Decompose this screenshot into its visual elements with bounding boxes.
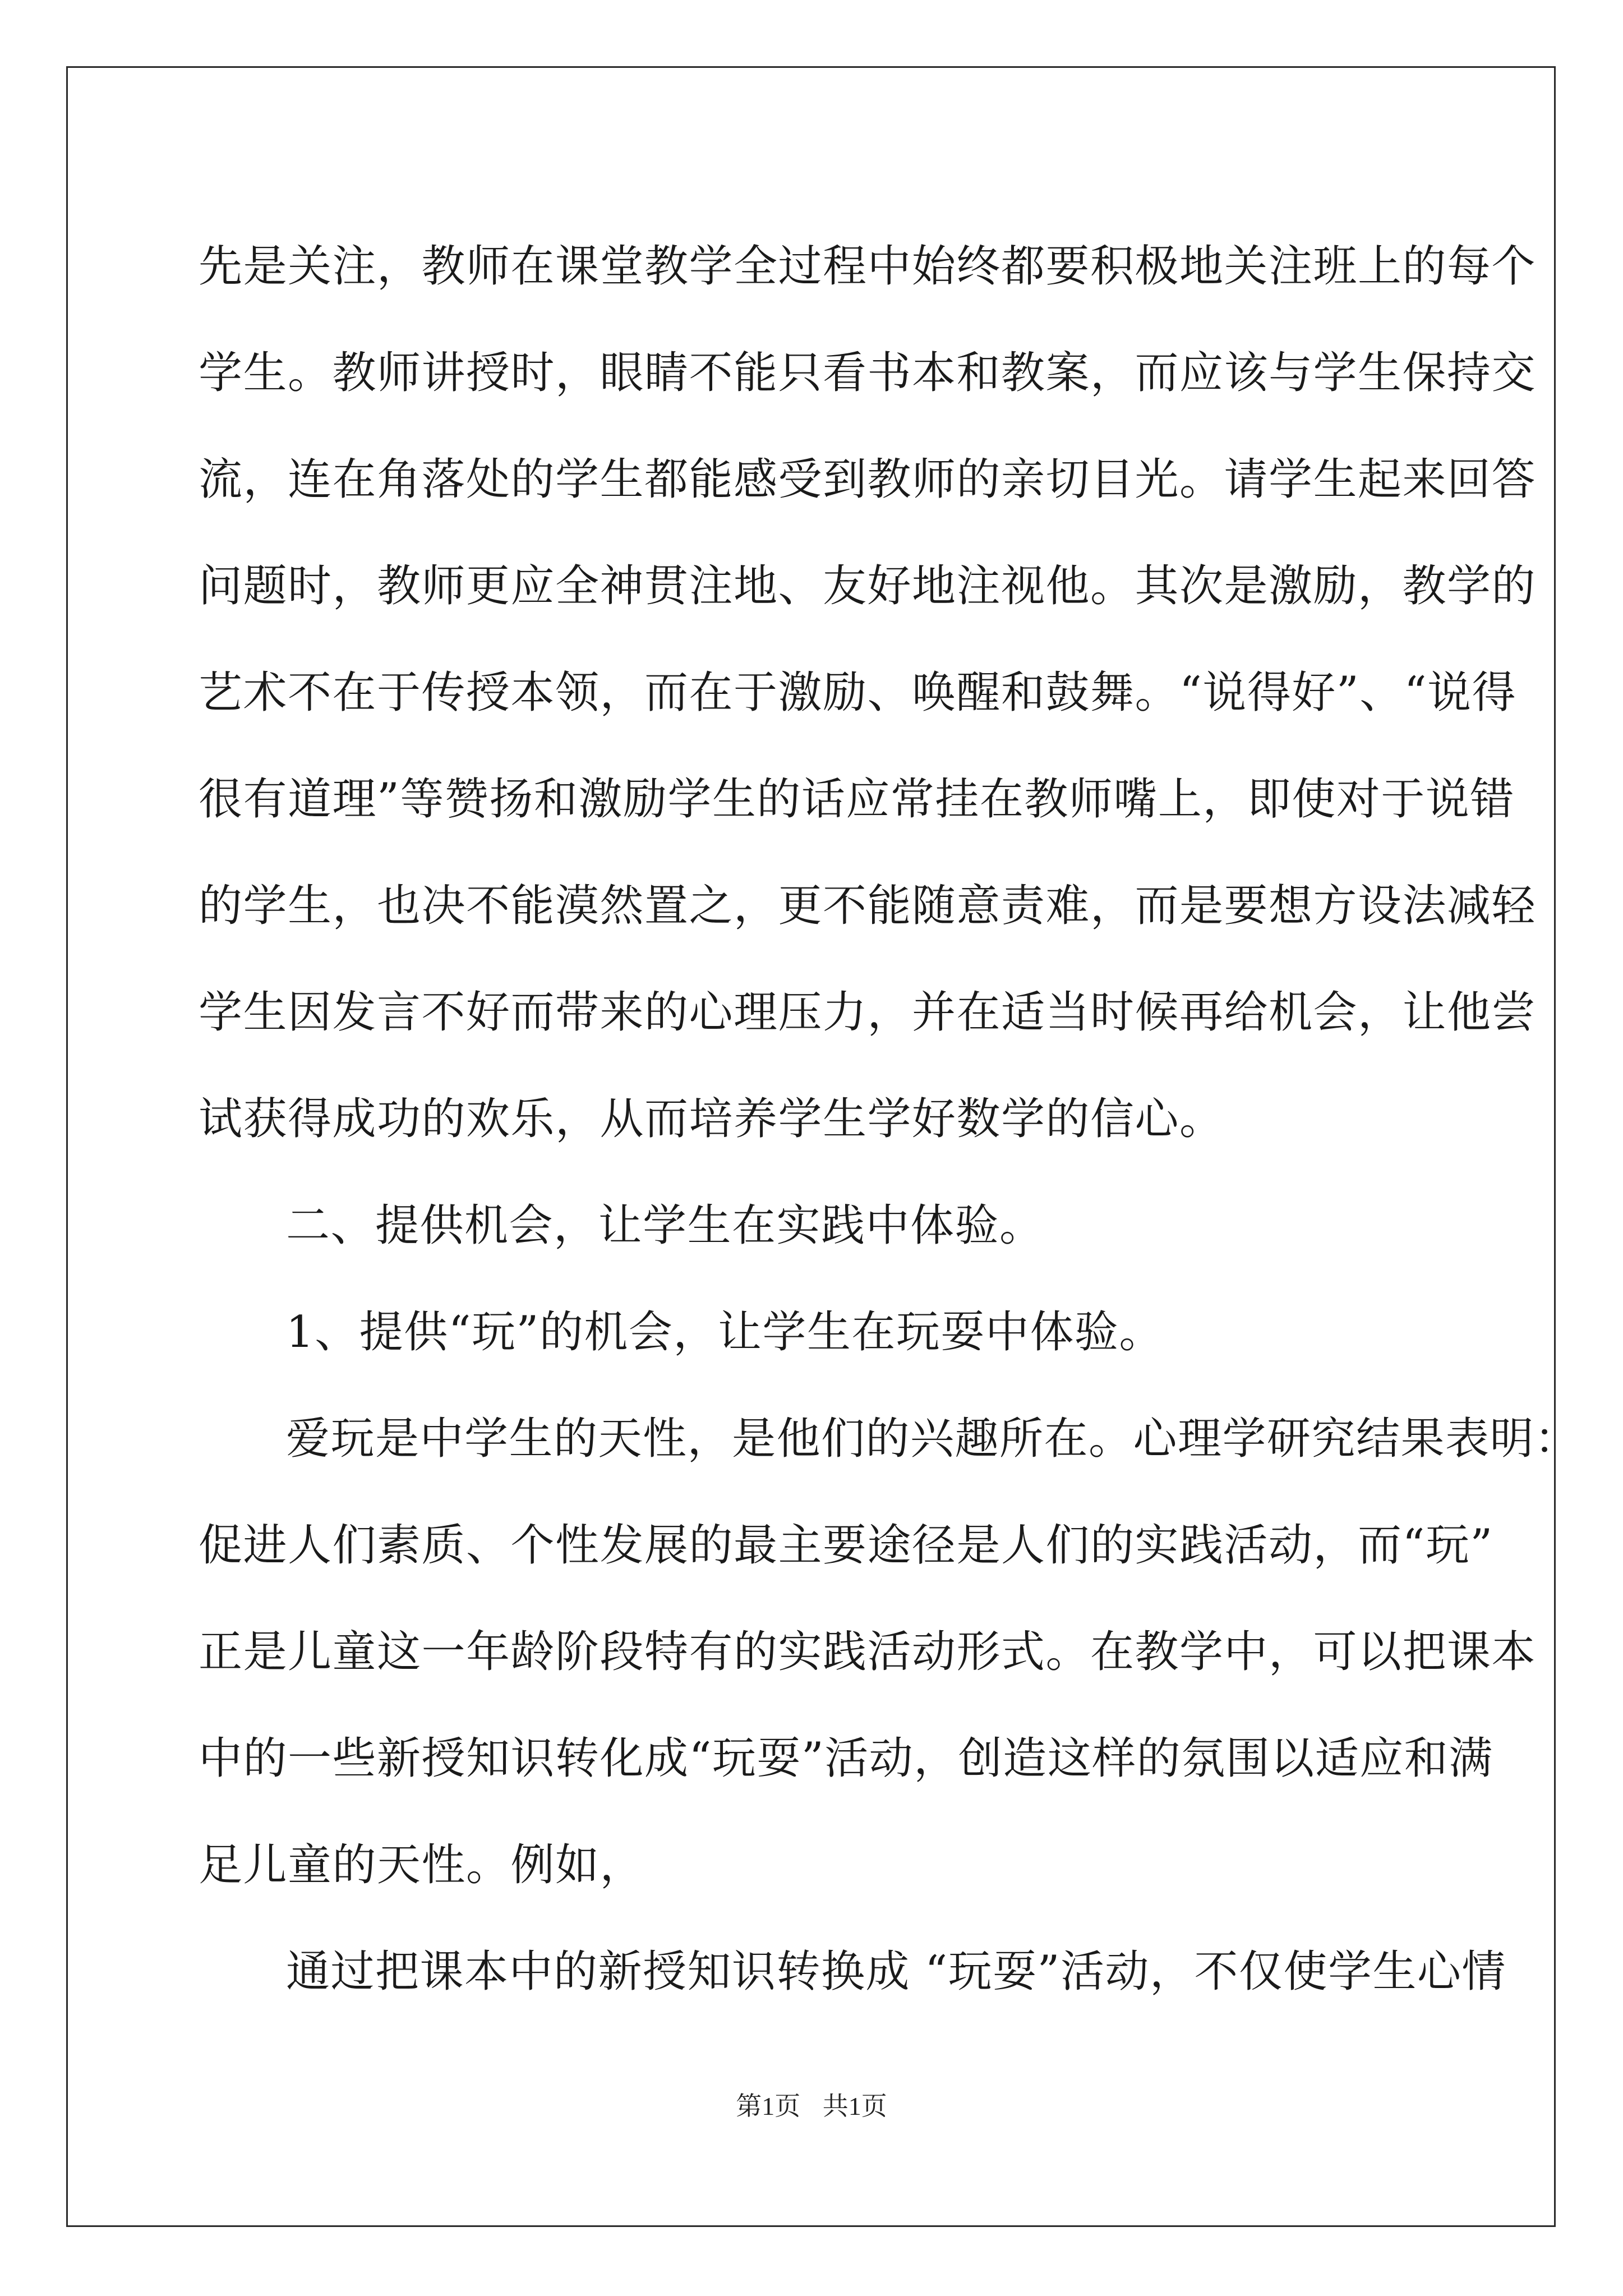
subsection-heading: 1、提供“玩”的机会，让学生在玩耍中体验。 <box>286 1307 1164 1358</box>
text-line: 足儿童的天性。例如， <box>199 1840 645 1890</box>
text-line: 艺术不在于传授本领，而在于激励、唤醒和鼓舞。“说得好”、“说得 <box>199 668 1517 718</box>
page-total: 共1页 <box>822 2092 887 2120</box>
section-heading: 二、提供机会，让学生在实践中体验。 <box>286 1200 1044 1251</box>
paragraph-first-line: 通过把课本中的新授知识转换成 “玩耍”活动，不仅使学生心情 <box>286 1947 1507 1997</box>
text-line: 问题时，教师更应全神贯注地、友好地注视他。其次是激励，教学的 <box>199 561 1537 611</box>
text-line: 流，连在角落处的学生都能感受到教师的亲切目光。请学生起来回答 <box>199 454 1537 505</box>
text-line: 的学生，也决不能漠然置之，更不能随意责难，而是要想方设法减轻 <box>199 881 1537 931</box>
text-line: 试获得成功的欢乐，从而培养学生学好数学的信心。 <box>199 1094 1224 1144</box>
text-line: 中的一些新授知识转化成“玩耍”活动，创造这样的氛围以适应和满 <box>199 1733 1493 1784</box>
text-line: 正是儿童这一年龄阶段特有的实践活动形式。在教学中，可以把课本 <box>199 1627 1537 1677</box>
paragraph-first-line: 爱玩是中学生的天性，是他们的兴趣所在。心理学研究结果表明： <box>286 1414 1579 1464</box>
page-footer <box>0 2086 1623 2123</box>
text-line: 促进人们素质、个性发展的最主要途径是人们的实践活动，而“玩” <box>199 1520 1493 1571</box>
text-line: 学生。教师讲授时，眼睛不能只看书本和教案，而应该与学生保持交 <box>199 348 1537 398</box>
text-line: 先是关注，教师在课堂教学全过程中始终都要积极地关注班上的每个 <box>199 241 1537 292</box>
page-number: 第1页 <box>736 2092 801 2120</box>
text-line: 很有道理”等赞扬和激励学生的话应常挂在教师嘴上，即使对于说错 <box>199 774 1515 825</box>
text-line: 学生因发言不好而带来的心理压力，并在适当时候再给机会，让他尝 <box>199 987 1537 1038</box>
document-body <box>199 213 1579 2025</box>
